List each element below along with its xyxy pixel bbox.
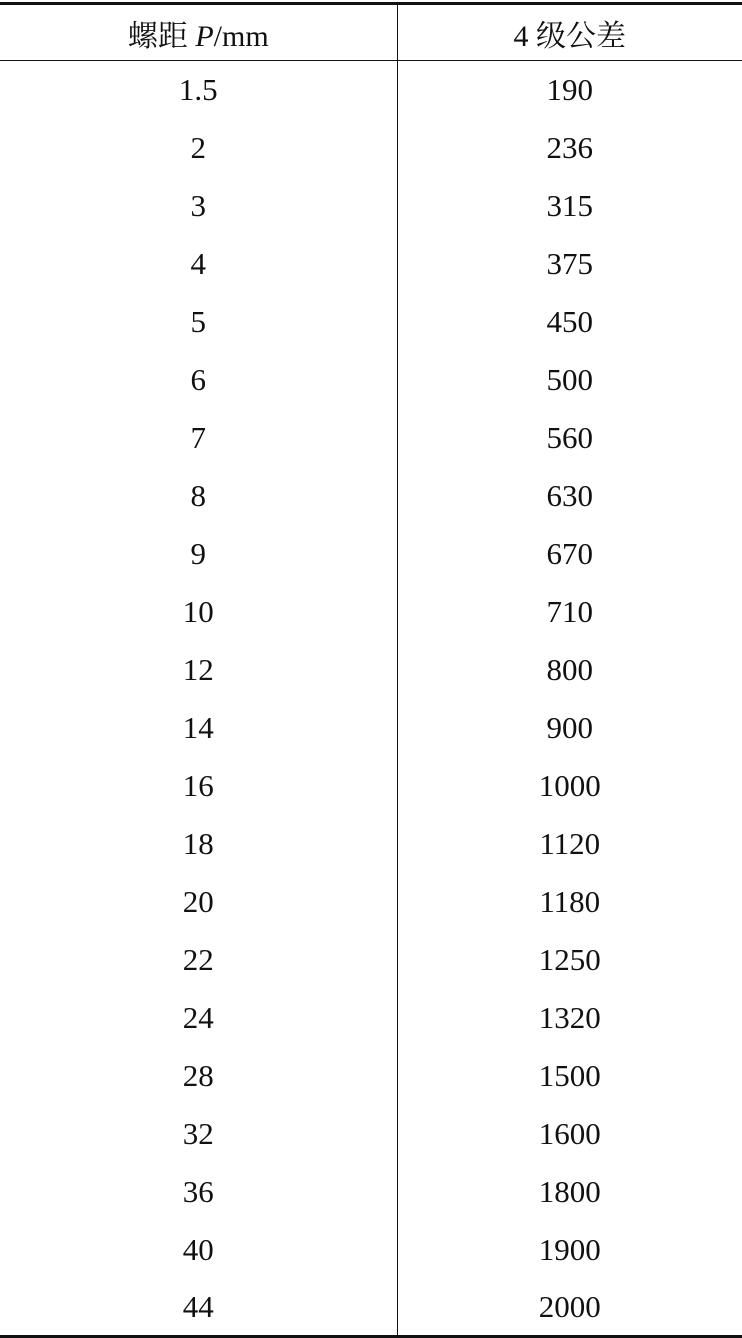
pitch-cell: 32	[0, 1105, 397, 1163]
pitch-cell: 12	[0, 641, 397, 699]
table-row	[0, 409, 742, 467]
header-pitch-variable: P	[195, 19, 214, 53]
header-pitch-prefix: 螺距	[127, 19, 196, 53]
pitch-cell: 18	[0, 815, 397, 873]
pitch-cell: 5	[0, 293, 397, 351]
tolerance-cell: 315	[546, 187, 593, 223]
tolerance-cell: 1250	[538, 941, 601, 977]
pitch-cell: 4	[0, 235, 397, 293]
table-row	[0, 1047, 742, 1105]
table-row	[0, 351, 742, 409]
tolerance-cell: 670	[546, 535, 593, 571]
tolerance-cell: 450	[546, 303, 593, 339]
tolerance-cell: 375	[546, 245, 593, 281]
pitch-cell: 40	[0, 1221, 397, 1279]
pitch-cell: 28	[0, 1047, 397, 1105]
tolerance-cell: 900	[546, 709, 593, 745]
tolerance-cell: 800	[546, 651, 593, 687]
tolerance-cell: 190	[546, 71, 593, 107]
tolerance-cell: 1500	[538, 1057, 601, 1093]
table-row	[0, 119, 742, 177]
tolerance-table	[0, 2, 742, 1338]
tolerance-cell: 500	[546, 361, 593, 397]
pitch-cell: 16	[0, 757, 397, 815]
tolerance-cell: 630	[546, 477, 593, 513]
header-pitch	[0, 4, 397, 61]
table-row	[0, 177, 742, 235]
tolerance-cell: 236	[546, 129, 593, 165]
header-row	[0, 4, 742, 61]
table-row	[0, 1105, 742, 1163]
table-body	[0, 61, 742, 1337]
table-row	[0, 235, 742, 293]
pitch-cell: 24	[0, 989, 397, 1047]
tolerance-cell: 1180	[539, 883, 601, 919]
header-tolerance: 4 级公差	[397, 4, 742, 61]
table-row	[0, 583, 742, 641]
tolerance-cell: 2000	[397, 1279, 742, 1337]
table-row	[0, 1221, 742, 1279]
table-row	[0, 873, 742, 931]
tolerance-cell: 1900	[538, 1231, 601, 1267]
table-row	[0, 815, 742, 873]
pitch-cell: 8	[0, 467, 397, 525]
table-row	[0, 293, 742, 351]
tolerance-cell: 1800	[538, 1173, 601, 1209]
pitch-cell: 9	[0, 525, 397, 583]
pitch-cell: 7	[0, 409, 397, 467]
pitch-cell: 44	[0, 1279, 397, 1337]
tolerance-table-container	[0, 2, 742, 1338]
table-row	[0, 989, 742, 1047]
table-header	[0, 4, 742, 61]
pitch-cell: 1.5	[0, 61, 397, 119]
pitch-cell: 6	[0, 351, 397, 409]
table-row	[0, 61, 742, 119]
tolerance-cell: 1600	[538, 1115, 601, 1151]
table-row	[0, 1163, 742, 1221]
pitch-cell: 10	[0, 583, 397, 641]
tolerance-cell: 1320	[538, 999, 601, 1035]
header-pitch-unit: /mm	[213, 19, 269, 53]
tolerance-cell: 1000	[538, 767, 601, 803]
tolerance-cell: 560	[546, 419, 593, 455]
pitch-cell: 2	[0, 119, 397, 177]
table-row	[0, 931, 742, 989]
table-row	[0, 467, 742, 525]
table-row	[0, 641, 742, 699]
table-row	[0, 1279, 742, 1337]
pitch-cell: 20	[0, 873, 397, 931]
pitch-cell: 14	[0, 699, 397, 757]
table-row	[0, 525, 742, 583]
tolerance-cell: 1120	[539, 825, 601, 861]
pitch-cell: 3	[0, 177, 397, 235]
tolerance-cell: 710	[546, 593, 593, 629]
table-row	[0, 699, 742, 757]
pitch-cell: 22	[0, 931, 397, 989]
pitch-cell: 36	[0, 1163, 397, 1221]
table-row	[0, 757, 742, 815]
